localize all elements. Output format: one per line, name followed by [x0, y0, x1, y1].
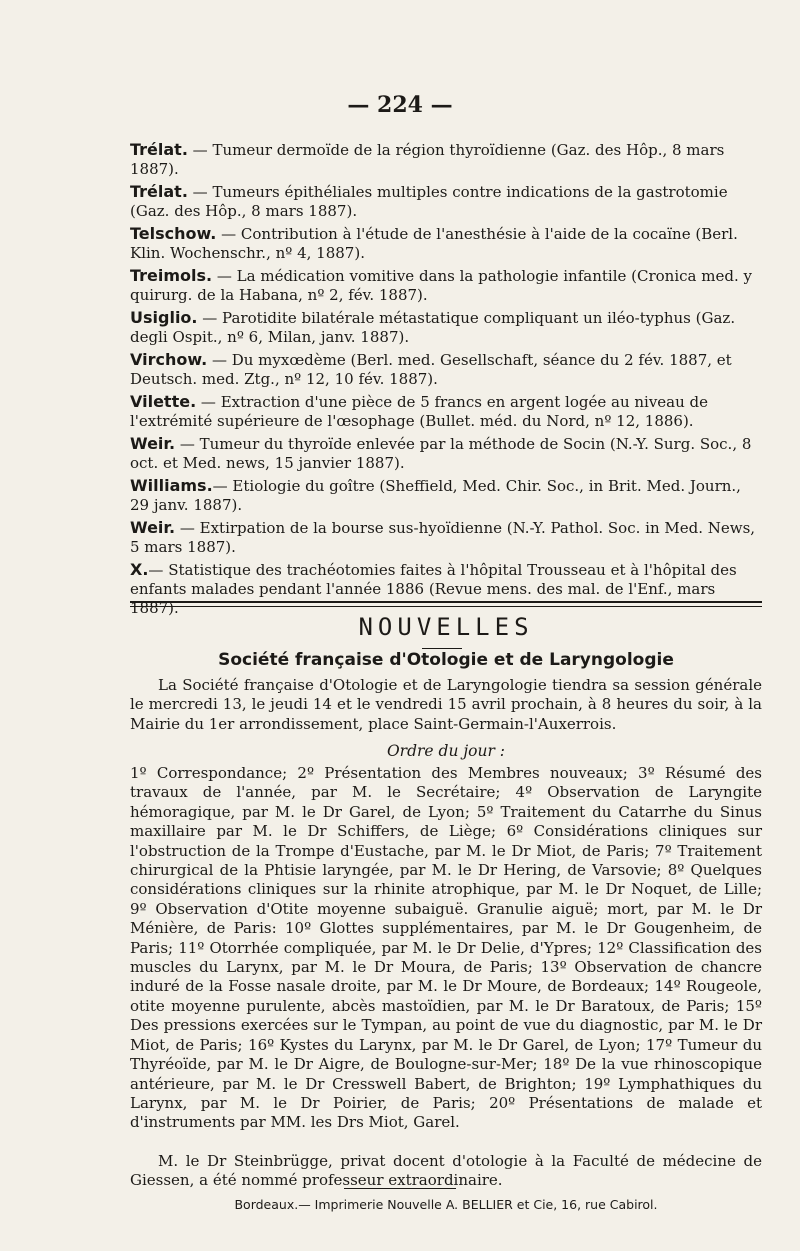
reference-entry: [130, 308, 760, 347]
reference-entry: [130, 266, 760, 305]
reference-author: Usiglio.: [130, 308, 198, 327]
reference-entry: [130, 518, 760, 557]
reference-author: Trélat.: [130, 140, 188, 159]
reference-author: Williams.: [130, 476, 213, 495]
reference-author: X.: [130, 560, 149, 579]
reference-author: Vilette.: [130, 392, 197, 411]
section-divider-thin: [130, 606, 762, 607]
reference-text: — Extirpation de la bourse sus-hyoïdienne (N.-Y. Pathol. Soc. in Med. News, 5 mars 1887).: [130, 519, 756, 556]
reference-text: — Contribution à l'étude de l'anesthésie à l'aide de la cocaïne (Berl. Klin. Wochenschr., nº 4, 1887).: [130, 225, 738, 262]
reference-entry: [130, 182, 760, 221]
footer-divider: [344, 1188, 456, 1189]
page-number: — 224 —: [347, 92, 453, 118]
heading-underline: [422, 648, 462, 649]
agenda-paragraph: 1º Correspondance; 2º Présentation des Membres nouveaux; 3º Résumé des travaux de l'année, par M. le Secrétaire; 4º Observation de Laryngite hémoragique, par M. le Dr Garel, de Lyon; 5º Traitement du Catarrhe du Sinus maxillaire par M. le Dr Schiffers, de Liège; 6º Considérations cliniques sur l'obstruction de la Trompe d'Eustache, par M. le Dr Miot, de Paris; 7º Traitement chirurgical de la Phtisie laryngée, par M. le Dr Hering, de Varsovie; 8º Quelques considérations cliniques sur la rhinite atrophique, par M. le Dr Noquet, de Lille; 9º Observation d'Otite moyenne subaiguë. Granulie aiguë; mort, par M. le Dr Ménière, de Paris: 10º Glottes supplémentaires, par M. le Dr Gougenheim, de Paris; 11º Otorrhée compliquée, par M. le Dr Delie, d'Ypres; 12º Classification des muscles du Larynx, par M. le Dr Moura, de Paris; 13º Observation de chancre induré de la Fosse nasale droite, par M. le Dr Moure, de Bordeaux; 14º Rougeole, otite moyenne purulente, abcès mastoïdien, par M. le Dr Baratoux, de Paris; 15º Des pressions exercées sur le Tympan, au point de vue du diagnostic, par M. le Dr Miot, de Paris; 16º Kystes du Larynx, par M. le Dr Garel, de Lyon; 17º Tumeur du Thyréoïde, par M. le Dr Aigre, de Boulogne-sur-Mer; 18º De la vue rhinoscopique antérieure, par M. le Dr Cresswell Babert, de Brighton; 19º Lymphathiques du Larynx, par M. le Dr Poirier, de Paris; 20º Présentations de malade et d'instruments par MM. les Drs Miot, Garel.: [130, 764, 762, 1132]
reference-text: — Tumeurs épithéliales multiples contre indications de la gastrotomie (Gaz. des Hôp., 8 mars 1887).: [130, 183, 728, 220]
reference-text: — Statistique des trachéotomies faites à l'hôpital Trousseau et à l'hôpital des enfants malades pendant l'année 1886 (Revue mens. des mal. de l'Enf., mars 1887).: [130, 561, 737, 617]
reference-entry: [130, 224, 760, 263]
society-title: Société française d'Otologie et de Laryngologie: [218, 650, 674, 670]
reference-text: — Du myxœdème (Berl. med. Gesellschaft, séance du 2 fév. 1887, et Deutsch. med. Ztg., nº 12, 10 fév. 1887).: [130, 351, 732, 388]
intro-paragraph: La Société française d'Otologie et de Laryngologie tiendra sa session générale le mercredi 13, le jeudi 14 et le vendredi 15 avril prochain, à 8 heures du soir, à la Mairie du 1er arrondissement, place Saint-Germain-l'Auxerrois.: [130, 676, 762, 733]
section-divider-thick: [130, 601, 762, 603]
reference-text: — Tumeur du thyroïde enlevée par la méthode de Socin (N.-Y. Surg. Soc., 8 oct. et Med. news, 15 janvier 1887).: [130, 435, 752, 472]
reference-entry: [130, 140, 760, 179]
reference-entry: [130, 392, 760, 431]
reference-author: Virchow.: [130, 350, 208, 369]
section-heading: NOUVELLES: [358, 613, 534, 641]
reference-text: — Extraction d'une pièce de 5 francs en argent logée au niveau de l'extrémité supérieure de l'œsophage (Bullet. méd. du Nord, nº 12, 1886).: [130, 393, 709, 430]
notice-paragraph: M. le Dr Steinbrügge, privat docent d'otologie à la Faculté de médecine de Giessen, a été nommé professeur extraordinaire.: [130, 1152, 762, 1190]
ordre-du-jour-label: Ordre du jour :: [386, 742, 506, 760]
bibliography-list: [130, 140, 760, 621]
reference-entry: [130, 434, 760, 473]
reference-author: Treimols.: [130, 266, 213, 285]
reference-entry: [130, 350, 760, 389]
reference-text: — La médication vomitive dans la pathologie infantile (Cronica med. y quirurg. de la Habana, nº 2, fév. 1887).: [130, 267, 752, 304]
reference-entry: [130, 476, 760, 515]
reference-text: — Tumeur dermoïde de la région thyroïdienne (Gaz. des Hôp., 8 mars 1887).: [130, 141, 725, 178]
reference-text: — Parotidite bilatérale métastatique compliquant un iléo-typhus (Gaz. degli Ospit., nº 6, Milan, janv. 1887).: [130, 309, 736, 346]
footer-imprint: Bordeaux.— Imprimerie Nouvelle A. BELLIER et Cie, 16, rue Cabirol.: [234, 1197, 658, 1212]
reference-entry: [130, 560, 760, 618]
reference-author: Weir.: [130, 518, 176, 537]
reference-author: Telschow.: [130, 224, 217, 243]
reference-author: Trélat.: [130, 182, 188, 201]
reference-text: — Etiologie du goître (Sheffield, Med. Chir. Soc., in Brit. Med. Journ., 29 janv. 1887).: [130, 477, 741, 514]
reference-author: Weir.: [130, 434, 176, 453]
